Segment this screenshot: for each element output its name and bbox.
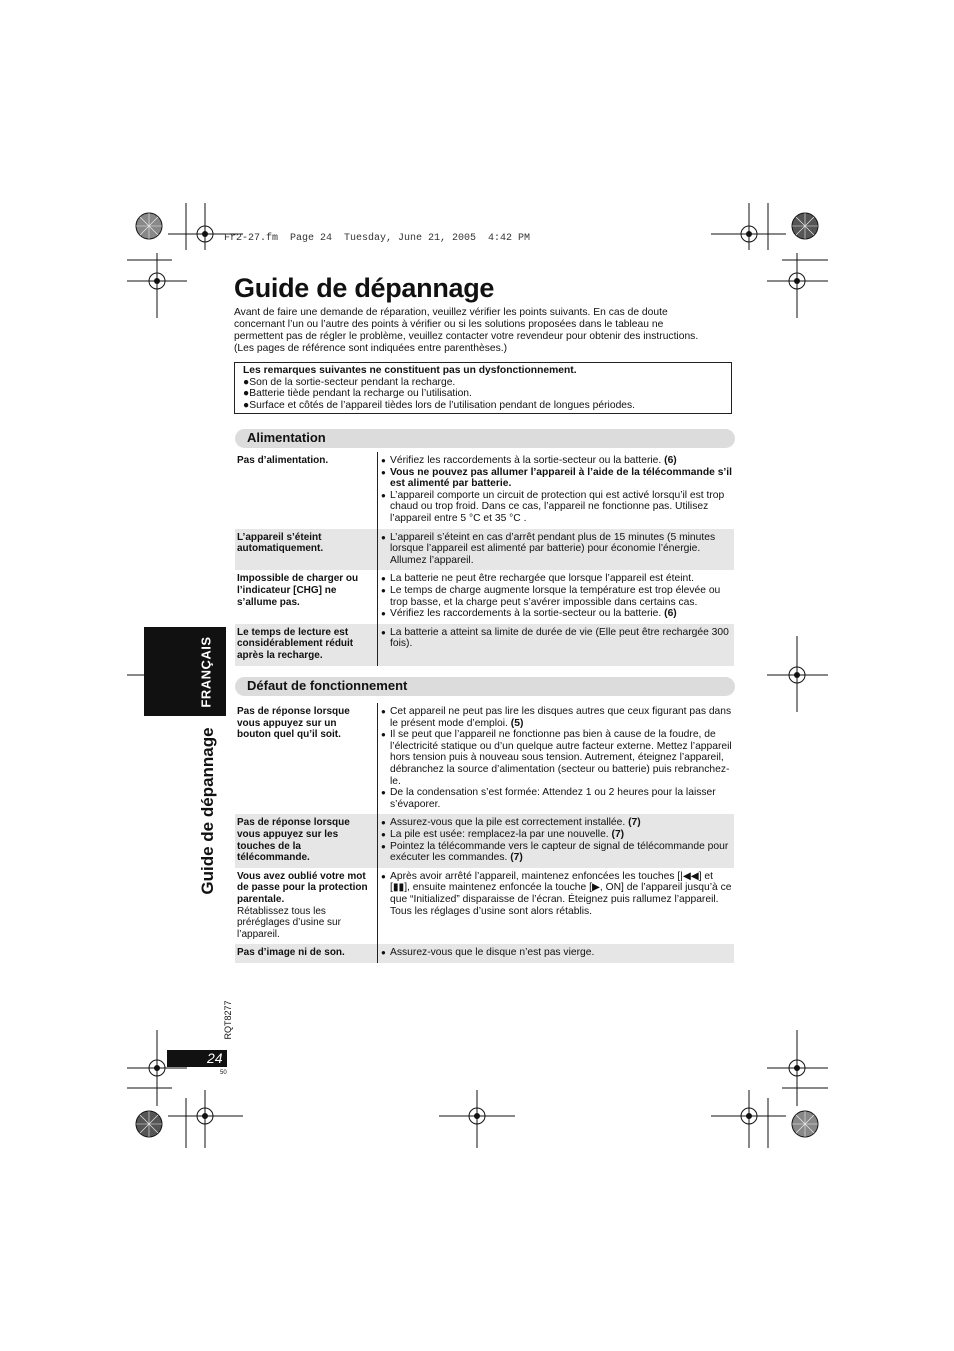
- solution-text-wrap: [390, 627, 732, 650]
- problem-cell: [235, 452, 378, 529]
- table-row: [235, 944, 734, 963]
- solution-cell: [378, 944, 734, 963]
- solution-text-wrap: [390, 947, 732, 959]
- problem-cell: [235, 570, 378, 623]
- solution-item: [381, 871, 732, 917]
- intro-line: (Les pages de référence sont indiquées entre parenthèses.): [234, 343, 508, 354]
- bullet-icon: ●: [381, 829, 386, 839]
- solution-text-wrap: [390, 829, 732, 841]
- solution-item: [381, 585, 732, 608]
- page-reference: (7): [625, 817, 641, 829]
- page-reference: (5): [507, 717, 524, 729]
- solution-text-wrap: [390, 455, 732, 467]
- solution-text: L’appareil s’éteint en cas d’arrêt pendant plus de 15 minutes (5 minutes lorsque l’appareil est alimenté par batterie) pour économie l’énergie. Allumez l’appareil.: [390, 531, 716, 566]
- problem-text: Impossible de charger ou l’indicateur [CHG] ne s’allume pas.: [237, 573, 359, 608]
- solution-text: La batterie a atteint sa limite de durée de vie (Elle peut être rechargée 300 fois).: [390, 626, 729, 650]
- troubleshooting-table: [235, 703, 734, 963]
- problem-text: Pas d’alimentation.: [237, 455, 329, 466]
- problem-text: Le temps de lecture est considérablement réduit après la recharge.: [237, 626, 354, 661]
- problem-text: Pas de réponse lorsque vous appuyez sur un bouton quel qu’il soit.: [237, 706, 350, 741]
- solution-cell: [378, 570, 734, 623]
- page-reference: (6): [661, 608, 677, 620]
- bullet-icon: ●: [381, 456, 386, 465]
- bullet-icon: ●: [381, 948, 386, 958]
- bullet-icon: ●: [381, 585, 386, 595]
- solution-text: Vérifiez les raccordements à la sortie-secteur ou la batterie.: [390, 455, 662, 466]
- solution-item: [381, 817, 732, 829]
- table-row: [235, 868, 734, 945]
- solution-text: Cet appareil ne peut pas lire les disques autres que ceux figurant pas dans le présent mode d’emploi.: [390, 706, 732, 729]
- solution-item: [381, 729, 732, 787]
- language-tab-edge: [222, 627, 226, 716]
- small-number: 50: [220, 1070, 227, 1076]
- solution-item: [381, 627, 732, 650]
- bullet-icon: ●: [381, 490, 386, 500]
- solution-text: Il se peut que l’appareil ne fonctionne pas bien à cause de la foudre, de l’électricité statique ou d’un quelque autre facteur externe. Mettez l’appareil hors tension puis à nouveau sous tension. Autrement, éteignez l’appareil, débranchez la source d’alimentation (secteur ou batterie) puis rebranchez-le.: [390, 729, 732, 787]
- solution-item: [381, 467, 732, 490]
- solution-text: Assurez-vous que la pile est correctement installée.: [390, 817, 626, 829]
- problem-text: Pas d’image ni de son.: [237, 947, 345, 959]
- solution-text: Pointez la télécommande vers le capteur de signal de télécommande pour exécuter les commandes.: [390, 840, 729, 864]
- page-reference: (7): [507, 852, 523, 864]
- note-item: ●Surface et côtés de l’appareil tièdes lors de l’utilisation pendant de longues périodes.: [243, 399, 636, 411]
- solution-cell: [378, 703, 734, 814]
- page-title: Guide de dépannage: [234, 273, 495, 303]
- problem-note: Rétablissez tous les préréglages d’usine sur l’appareil.: [237, 905, 341, 940]
- solution-text-wrap: [390, 871, 732, 917]
- solution-item: [381, 947, 732, 959]
- solution-item: [381, 787, 732, 810]
- solution-text-wrap: [390, 573, 732, 585]
- bullet-icon: ●: [381, 841, 386, 851]
- solution-text: La batterie ne peut être rechargée que lorsque l’appareil est éteint.: [390, 573, 694, 585]
- note-item: ●Batterie tiède pendant la recharge ou l’utilisation.: [243, 388, 472, 399]
- solution-cell: [378, 814, 734, 867]
- bullet-icon: ●: [381, 532, 386, 542]
- bullet-icon: ●: [381, 788, 386, 798]
- problem-cell: [235, 703, 378, 814]
- solution-text: Après avoir arrêté l’appareil, maintenez enfoncées les touches [|◀◀] et [▮▮], ensuite maintenez enfoncée la touche [▶, ON] de l’appareil jusqu’à ce que “Initialized” disparaisse de l’écran. Éteignez puis rallumez l’appareil. Tous les réglages d’usine sont alors rétablis.: [390, 870, 732, 917]
- solution-text: Vérifiez les raccordements à la sortie-secteur ou la batterie.: [390, 608, 662, 620]
- problem-text: Pas de réponse lorsque vous appuyez sur les touches de la télécommande.: [237, 817, 350, 864]
- problem-cell: [235, 944, 378, 963]
- table-row: [235, 570, 734, 623]
- page-number: 24: [207, 1050, 223, 1066]
- model-code: RQT8277: [223, 1000, 233, 1040]
- solution-text: Assurez-vous que le disque n’est pas vierge.: [390, 947, 595, 959]
- note-heading: Les remarques suivantes ne constituent pas un dysfonctionnement.: [243, 365, 577, 376]
- problem-text: L’appareil s’éteint automatiquement.: [237, 531, 324, 555]
- section-header-defaut: [235, 677, 735, 696]
- intro-paragraph: [234, 307, 739, 355]
- bullet-icon: ●: [381, 574, 386, 584]
- page-reference: (6): [661, 455, 677, 466]
- table-row: [235, 814, 734, 867]
- solution-text-wrap: [390, 787, 732, 810]
- solution-text-wrap: [390, 608, 732, 620]
- solution-text-wrap: [390, 729, 732, 787]
- solution-text: De la condensation s’est formée: Attendez 1 ou 2 heures pour la laisser s’évaporer.: [390, 787, 716, 810]
- intro-line: concernant l’un ou l’autre des points à vérifier ou si les solutions proposées dans le tableau ne: [234, 319, 664, 330]
- file-header-line: Fr2-27.fm Page 24 Tuesday, June 21, 2005 4:42 PM: [224, 233, 531, 244]
- problem-cell: [235, 814, 378, 867]
- solution-text-wrap: [390, 490, 732, 525]
- solution-text-wrap: [390, 841, 732, 864]
- solution-text-wrap: [390, 706, 732, 729]
- problem-cell: [235, 624, 378, 666]
- table-row: [235, 624, 734, 666]
- table-row: [235, 452, 734, 529]
- section-title: Alimentation: [247, 430, 326, 445]
- problem-cell: [235, 868, 378, 945]
- solution-cell: [378, 624, 734, 666]
- solution-cell: [378, 452, 734, 529]
- intro-line: Avant de faire une demande de réparation, veuillez vérifier les points suivants. En cas de doute: [234, 307, 668, 318]
- language-label: FRANÇAIS: [198, 636, 214, 708]
- table-row: [235, 703, 734, 814]
- bullet-icon: ●: [381, 707, 386, 716]
- side-section-title: Guide de dépannage: [198, 727, 217, 895]
- solution-item: [381, 608, 732, 620]
- solution-item: [381, 490, 732, 525]
- bullet-icon: ●: [381, 627, 386, 637]
- problem-cell: [235, 529, 378, 571]
- solution-item: [381, 573, 732, 585]
- note-box: [234, 362, 732, 414]
- solution-cell: [378, 529, 734, 571]
- page-reference: (7): [608, 828, 625, 840]
- problem-text: Vous avez oublié votre mot de passe pour la protection parentale.: [237, 870, 368, 905]
- table-row: [235, 529, 734, 571]
- solution-text: Vous ne pouvez pas allumer l’appareil à l’aide de la télécommande s’il est alimenté par batterie.: [390, 466, 733, 490]
- solution-text: Le temps de charge augmente lorsque la température est trop élevée ou trop basse, et la charge peut s’avérer impossible dans certains cas.: [390, 584, 721, 608]
- solution-text-wrap: [390, 467, 732, 490]
- solution-text-wrap: [390, 817, 732, 829]
- bullet-icon: ●: [381, 871, 386, 881]
- solution-cell: [378, 868, 734, 945]
- bullet-icon: ●: [381, 818, 386, 828]
- section-header-alimentation: [235, 429, 735, 448]
- solution-text: L’appareil comporte un circuit de protection qui est activé lorsqu’il est trop chaud ou trop froid. Dans ce cas, l’appareil ne fonctionne pas. Utilisez l’appareil entre 5 °C et 35 °C .: [390, 489, 725, 524]
- note-item: ●Son de la sortie-secteur pendant la recharge.: [243, 376, 456, 388]
- solution-item: [381, 455, 732, 467]
- bullet-icon: ●: [381, 730, 386, 740]
- section-title: Défaut de fonctionnement: [247, 678, 408, 693]
- solution-item: [381, 706, 732, 729]
- bullet-icon: ●: [381, 609, 386, 619]
- intro-line: permettent pas de régler le problème, veuillez contacter votre revendeur pour obtenir des instructions.: [234, 331, 699, 342]
- solution-text: La pile est usée: remplacez-la par une nouvelle.: [390, 828, 609, 840]
- solution-text-wrap: [390, 585, 732, 608]
- solution-text-wrap: [390, 532, 732, 567]
- bullet-icon: ●: [381, 467, 386, 477]
- solution-item: [381, 532, 732, 567]
- troubleshooting-table: [235, 452, 734, 666]
- solution-item: [381, 841, 732, 864]
- solution-item: [381, 829, 732, 841]
